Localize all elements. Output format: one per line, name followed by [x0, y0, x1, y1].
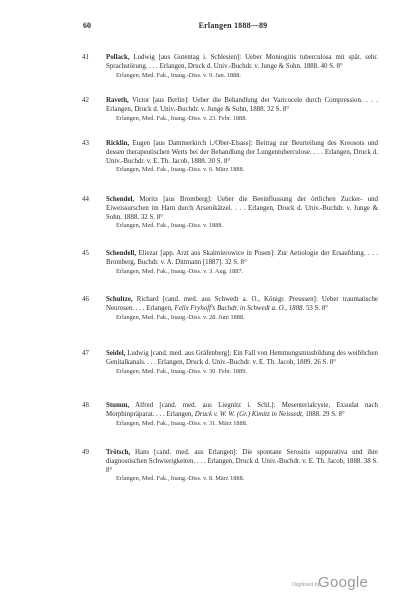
entry-dissertation-note: Erlangen, Med. Fak., Inaug.-Diss. v. 6. März 1888. — [116, 166, 245, 174]
watermark-prefix: Digitized by — [292, 582, 321, 588]
entry-text — [106, 250, 378, 276]
entry-author: Schendell, — [106, 250, 137, 257]
entry-author: Seidel, — [106, 350, 126, 357]
entry-text — [106, 196, 378, 231]
entry-text — [106, 402, 378, 428]
entry-text — [106, 54, 378, 80]
entry-number: 42 — [82, 97, 89, 104]
entry-dissertation-note: Erlangen, Med. Fak., Inaug.-Diss. v. 30. Febr. 1889. — [116, 367, 247, 375]
entry-dissertation-note: Erlangen, Med. Fak., Inaug.-Diss. v. 23. Febr. 1888. — [116, 114, 247, 122]
entry-author: Schultze, — [106, 296, 133, 303]
entry-citation: Richard [cand. med. aus Schwedt a. O., Königr. Preussen]: Ueber traumatische Neurosen. . . . Erlangen, — [106, 296, 378, 312]
entry-citation: Ludwig [aus Gutentag i. Schlesien]: Ueber Moniogitis tuberculosa mit spät. sehr. Sprachstörung. . . . Erlangen, Druck d. Univ.-Buchdr. v. Junge & Sohn. 1888. 40 S. 8° — [106, 54, 378, 70]
entry-number: 48 — [82, 402, 89, 409]
digitized-watermark — [292, 574, 384, 594]
entry-number: 43 — [82, 140, 89, 147]
entry-number: 47 — [82, 350, 89, 357]
entry-citation-italic: Felix Fryhoff's Buchdr. in Schwedt a. O., 1888. — [174, 304, 305, 312]
entry-dissertation-note: Erlangen, Med. Fak., Inaug.-Diss. v. 28. Juni 1888. — [116, 313, 245, 321]
entry-text — [106, 97, 378, 123]
entry-citation: Ludwig [cand. med. aus Gräfenberg]: Ein Fall von Hemmungsmissbildung des weiblichen Genitalkanals. . . . Erlangen, Druck d. Univ.-Buchdr. v. E. Th. Jacob, 1889. 26 S. 8° — [106, 350, 378, 366]
entry-text — [106, 449, 378, 484]
entry-citation: Hans [cand. med. aus Erlangen]: Die spontane Serositis suppurativa und ihre diagnostischen Schwierigkeiten. . . . Erlangen, Druck d. Univ.-Buchdr. v. E. Th. Jacob, 1888. 38 S. 8° — [106, 449, 378, 474]
entry-text — [106, 140, 378, 175]
entry-author: Stumm, — [106, 402, 130, 409]
entry-citation: Eugen [aus Dammerkirch i./Ober-Elsass]: Beitrag zur Beurteilung des Kreosots und dessen therapeutischen Werts bei der Behandlung der Lungentuberculose. . . . Erlangen, Druck d. Univ.-Buchdr. v. E. Th. Jacob, 1888. 30 S. 8° — [106, 140, 378, 165]
entry-number: 49 — [82, 449, 89, 456]
entry-number: 44 — [82, 196, 89, 203]
entry-number: 41 — [82, 54, 89, 61]
google-logo: Google — [318, 574, 369, 591]
entry-citation-tail: 1888. 29 S. 8° — [303, 410, 345, 418]
entry-number: 45 — [82, 250, 89, 257]
entry-citation-tail: 53 S. 8° — [304, 304, 329, 312]
entry-dissertation-note: Erlangen, Med. Fak., Inaug.-Diss. v. 3. Aug. 1887. — [116, 267, 244, 275]
entry-citation: Eliezar [app. Arzt aus Skalmierowice in Posen]: Zur Aetiologie der Ersaufdung. . . . Bromberg, Buchdr. v. A. Dittmann [1887]. 32 S. 8° — [106, 250, 378, 266]
entry-text — [106, 350, 378, 376]
entry-citation: Moritz [aus Bromberg]: Ueber die Beeinflussung der örtlichen Zucker- und Eiweissurschen im Harn durch Arsenikätzel. . . . Erlangen, Druck d. Univ.-Buchdr. v. Junge & Sohn. 1888. 32 S. 8° — [106, 196, 378, 221]
entry-author: Ricklin, — [106, 140, 130, 147]
entry-author: Schendel, — [106, 196, 135, 203]
entry-dissertation-note: Erlangen, Med. Fak., Inaug.-Diss. v. 1888. — [116, 222, 224, 230]
entry-dissertation-note: Erlangen, Med. Fak., Inaug.-Diss. v. 31. März 1888. — [116, 419, 248, 427]
page-number: 60 — [83, 21, 91, 30]
entry-citation: Victor [aus Berlin]: Ueber die Behandlung der Varicocele durch Compression. . . . Erlangen, Druck d. Univ.-Buchdr. v. Junge & Sohn, 1888. 32 S. 8° — [106, 97, 378, 113]
entry-text — [106, 296, 378, 322]
entry-author: Raveth, — [106, 97, 129, 104]
running-title: Erlangen 1888—89 — [198, 21, 268, 30]
entry-author: Trötsch, — [106, 449, 131, 456]
entry-number: 46 — [82, 296, 89, 303]
entry-citation-italic: Druck v. W. W. (Gr.) Kimitz in Neissedt, — [194, 410, 304, 418]
entry-dissertation-note: Erlangen, Med. Fak., Inaug.-Diss. v. 9. Jan. 1888. — [116, 71, 241, 79]
entry-author: Pollack, — [106, 54, 130, 61]
entry-citation: Alfred [cand. med. aus Liegnitz i. Schl.]: Mesenterialcyste, Exsudat nach Morphinpräparat. . . . Erlangen, — [106, 402, 378, 418]
entry-dissertation-note: Erlangen, Med. Fak., Inaug.-Diss. v. 8. März 1888. — [116, 475, 245, 483]
